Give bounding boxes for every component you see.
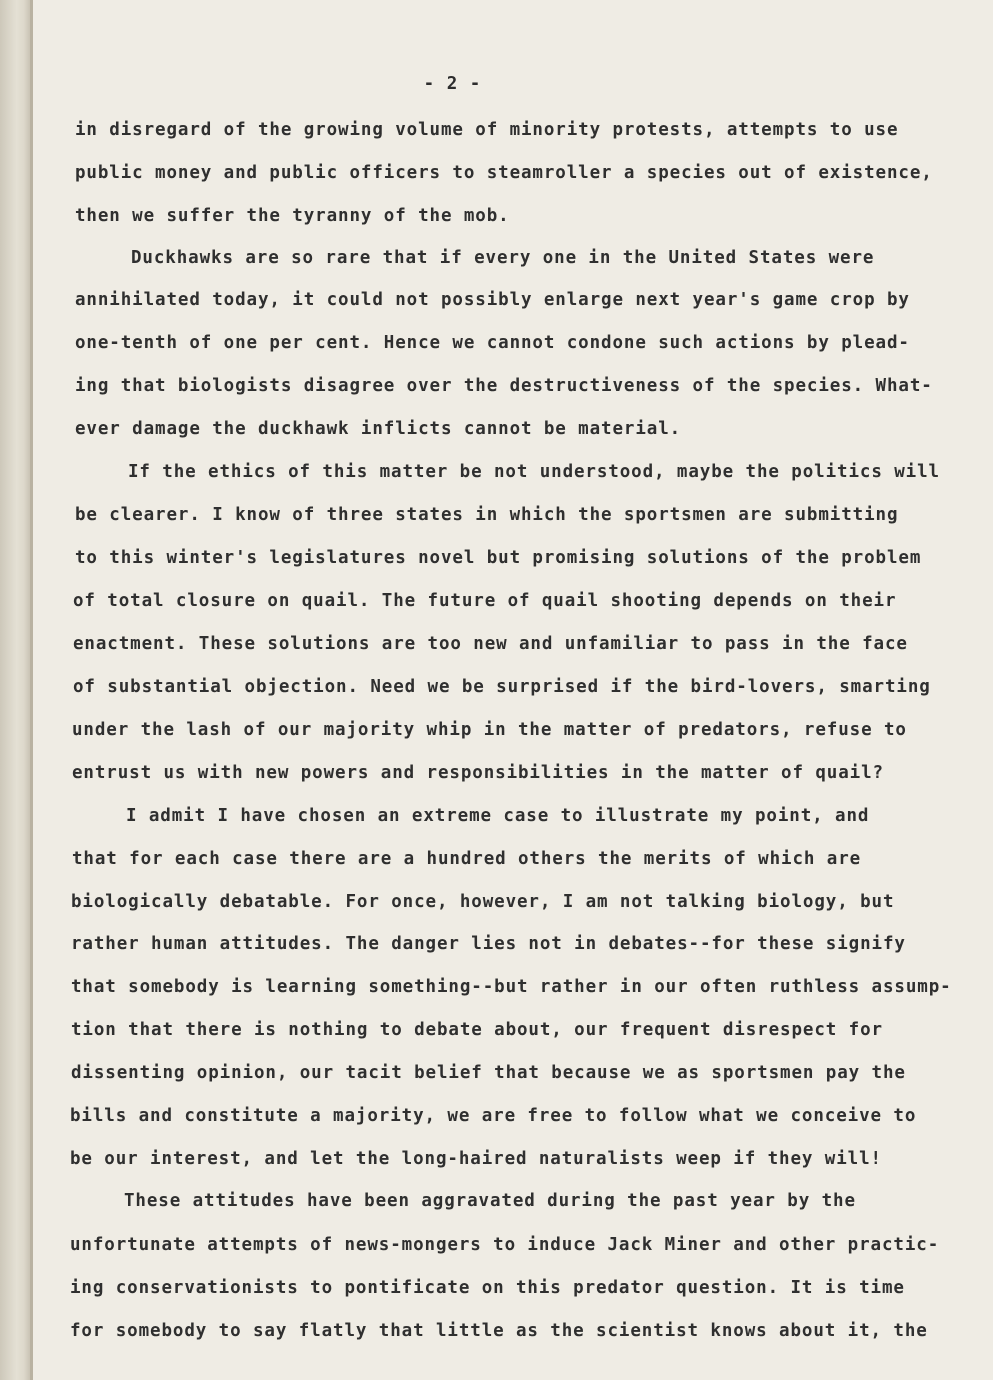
text-line: annihilated today, it could not possibly enlarge next year's game crop by	[75, 290, 910, 310]
text-line: tion that there is nothing to debate about, our frequent disrespect for	[71, 1020, 883, 1040]
binding-edge	[30, 0, 33, 1380]
text-line: then we suffer the tyranny of the mob.	[75, 206, 510, 226]
text-line: rather human attitudes. The danger lies not in debates--for these signify	[71, 934, 906, 954]
text-line: I admit I have chosen an extreme case to illustrate my point, and	[126, 806, 870, 826]
text-line: If the ethics of this matter be not understood, maybe the politics will	[128, 462, 940, 482]
text-line: bills and constitute a majority, we are free to follow what we conceive to	[70, 1106, 917, 1126]
text-line: be clearer. I know of three states in which the sportsmen are submitting	[75, 505, 899, 525]
text-line: of total closure on quail. The future of quail shooting depends on their	[73, 591, 897, 611]
text-line: ever damage the duckhawk inflicts cannot be material.	[75, 419, 682, 439]
text-line: dissenting opinion, our tacit belief that because we as sportsmen pay the	[71, 1063, 906, 1083]
text-line: that for each case there are a hundred others the merits of which are	[72, 849, 862, 869]
text-line: one-tenth of one per cent. Hence we cannot condone such actions by plead-	[75, 333, 910, 353]
text-line: in disregard of the growing volume of minority protests, attempts to use	[75, 120, 899, 140]
text-line: ing that biologists disagree over the destructiveness of the species. What-	[75, 376, 933, 396]
text-line: that somebody is learning something--but rather in our often ruthless assump-	[71, 977, 952, 997]
text-line: under the lash of our majority whip in the matter of predators, refuse to	[72, 720, 907, 740]
text-line: for somebody to say flatly that little as the scientist knows about it, the	[70, 1321, 928, 1341]
text-line: ing conservationists to pontificate on this predator question. It is time	[70, 1278, 905, 1298]
text-line: to this winter's legislatures novel but promising solutions of the problem	[75, 548, 922, 568]
text-line: entrust us with new powers and responsibilities in the matter of quail?	[72, 763, 884, 783]
text-line: public money and public officers to steamroller a species out of existence,	[75, 163, 933, 183]
text-line: biologically debatable. For once, however, I am not talking biology, but	[71, 892, 895, 912]
text-line: unfortunate attempts of news-mongers to induce Jack Miner and other practic-	[70, 1235, 940, 1255]
text-line: These attitudes have been aggravated during the past year by the	[124, 1191, 856, 1211]
text-line: be our interest, and let the long-haired naturalists weep if they will!	[70, 1149, 882, 1169]
page-binding	[0, 0, 30, 1380]
text-line: enactment. These solutions are too new and unfamiliar to pass in the face	[73, 634, 908, 654]
page-number: - 2 -	[423, 74, 482, 94]
text-line: of substantial objection. Need we be surprised if the bird-lovers, smarting	[73, 677, 931, 697]
text-line: Duckhawks are so rare that if every one in the United States were	[131, 248, 875, 268]
